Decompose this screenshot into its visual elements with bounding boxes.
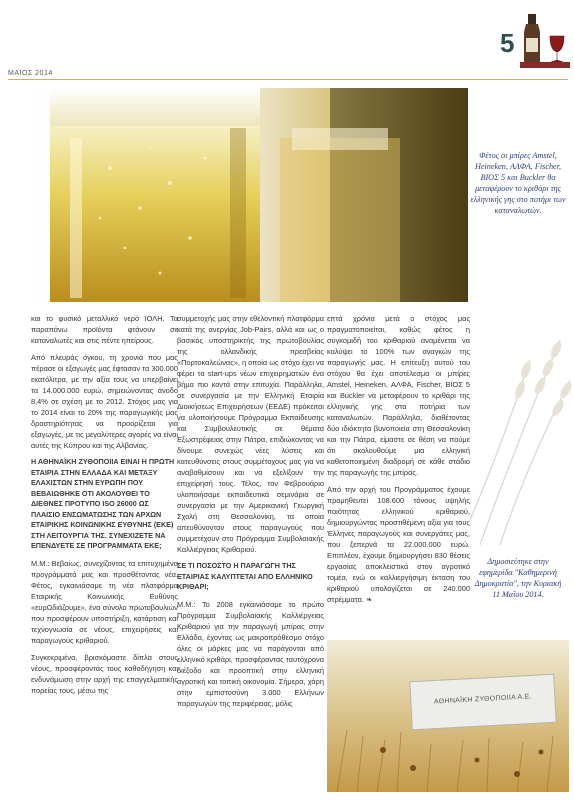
paragraph: Από πλευράς όγκου, τη χρονιά που μας πέρασε οι εξαγωγές μας έφτασαν τα 300.000 εκατόλιτρα, με την αξία τους να υπερβαίνει τα 14.000.000 ευρώ, σημειώνοντας άνοδο 8,4% σε σχέση με το 2012. Στόχος μας για το 2014 είναι το 20% της παραγωγικής μας δραστηριότητας να προορίζεται για εξαγωγές, με τις μεγαλύτερες αγορές να είναι αυτές της Κύπρου και της Αλβανίας. [31, 353, 178, 450]
paragraph: επτά χρόνια μετά ο στόχος μας πραγματοποιείται, καθώς φέτος η συγκομιδή του κριθαριού αναμένεται να καλύψει το 100% των αναγκών της παραγωγής μας. Η επίτευξη αυτού του στόχου θα έχει αποτέλεσμα οι μπίρες Amstel, Heineken, ΑΛΦΑ, Fischer, ΒΙΟΣ 5 και Buckler να μεταφέρουν το κριθάρι της ελληνικής γης στα ποτήρια των καταναλωτών. Παράλληλα, διαθέτοντας δύο ιδιόκτητα βυνοποιεία στη Θεσσαλονίκη και την Πάτρα, είμαστε σε θέση να πούμε ότι ακολουθούμε μια ελληνική καθετοποιημένη διαδρομή σε κάθε στάδιο της παραγωγής της μπίρας. [327, 314, 470, 477]
issue-date: ΜΑΙΟΣ 2014 [8, 70, 53, 77]
paragraph: Μ.Μ.: Το 2008 εγκαινιάσαμε το πρώτο Πρόγραμμα Συμβολαιακής Καλλιέργειας Κριθαριού για την παραγωγή μπίρας στην Ελλάδα, έχοντας ως μακροπρόθεσμο στόχο όλες οι μάρκες μας να παράγονται από ελληνικό κριθάρι, προσφέροντας ταυτόχρονα διέξοδο και προοπτική στην ελληνική αγροτική και τοπική οικονομία. Σήμερα, χάρη στην εμπιστοσύνη 3.000 Ελλήνων παραγωγών της περιφέρειας, μόλις [177, 599, 324, 708]
barley-field-photo [327, 640, 569, 792]
publication-note: Δημοσιεύτηκε στην εφημερίδα "Καθημερινή Δημοκρατία", την Κυριακή 11 Μαΐου 2014. [474, 557, 562, 599]
article-column-2 [177, 313, 324, 715]
paragraph: συμμετοχής μας στην εθελοντική πλατφόρμα κατά της ανεργίας Job-Pairs, αλλά και ως ο βασικός υποστηρικτής της πρωτοβουλίας της ολλανδικής πρεσβείας «Πορτοκαλεώνας», η οποία ως στόχο έχει να φέρει τα start-ups νέων επιχειρηματιών ένα βήμα πιο κοντά στην επιτυχία. Παράλληλα, σε συνεργασία με την Ελληνική Εταιρία Διοικήσεως Επιχειρήσεων (ΕΕΔΕ) πρόκειται να υλοποιήσουμε Πρόγραμμα Εκπαίδευσης και Συμβουλευτικής σε θέματα Εξωστρέφειας στην Πάτρα, επιδιώκοντας να δίνουμε συνεχώς νέες λύσεις και κατευθύνσεις στους συμμέτοχους μας για να αναβαθμίσουν και να εξελίξουν την επιχείρησή τους. Τέλος, τον Φεβρουάριο υλοποιήσαμε εκπαιδευτικά σεμινάρια σε συνεργασία με την Αμερικανική Γεωργική Σχολή στη Θεσσαλονίκη, τα οποία απευθύνονταν στους παραγωγούς που συμμετέχουν στο Πρόγραμμα Συμβολαιακής Καλλιέργειας Κριθαριού. [177, 314, 324, 554]
beer-glass-photo [30, 88, 468, 302]
photo-caption-top: Φέτος οι μπίρες Amstel, Heineken, ΑΛΦΑ, Fischer, ΒΙΟΣ 5 και Buckler θα μεταφέρουν το κριθάρι της ελληνικής γης στο ποτήρι των καταναλωτών. [470, 151, 566, 215]
header-divider [8, 79, 568, 80]
interview-question-heading: ΣΕ ΤΙ ΠΟΣΟΣΤΟ Η ΠΑΡΑΓΩΓΗ ΤΗΣ ΕΤΑΙΡΙΑΣ ΚΑΛΥΠΤΕΤΑΙ ΑΠΟ ΕΛΛΗΝΙΚΟ ΚΡΙΘΑΡΙ; [177, 561, 313, 591]
article-column-3 [327, 313, 470, 611]
wine-bottle-glass-icon [520, 6, 570, 68]
paragraph: Από την αρχή του Προγράμματος έχουμε προμηθευτεί 108.600 τόνους υψηλής ποιότητας ελληνικού κριθαριού, δημιουργώντας προστιθέμενη αξία για τους Έλληνες παραγωγούς και συνεργάτες μας, που ξεπερνά τα 22.000.000 ευρώ. Επιπλέον, έχουμε δημιουργήσει 830 θέσεις εργασίας αποκλειστικά στον αγροτικό τομέα, ενώ οι καλλιεργήσιμη έκταση του κριθαριού υπολογίζεται σε 240.000 στρέμματα. ❧ [327, 485, 470, 604]
wheat-decoration-icon [470, 320, 574, 550]
page-number: 5 [500, 28, 515, 58]
paragraph: Μ.Μ.: Βεβαίως, συνεχίζοντας τα επιτυχημένα προγράμματά μας και προσθέτοντας νέα. Φέτος, εγκαινιάσαμε τη νέα πλατφόρμα Εταιρικής Κοινωνικής Ευθύνης «ευρΩδιάζουμε», ένα σύνολο πρωτοβουλιών που προσφέρουν υποστήριξη, κατάρτιση και τεχνογνωσία σε νέους, επιχειρήσεις και παραγωγούς κριθαριού. [31, 558, 178, 645]
paragraph: Συγκεκριμένα, βρισκόμαστε δίπλα στους νέους, προσφέροντάς τους καθοδήγηση και ενδυνάμωση στην αρχή της επαγγελματικής πορείας τους, μέσω της [31, 652, 178, 695]
interview-question-heading: Η ΑΘΗΝΑΪΚΗ ΖΥΘΟΠΟΙΙΑ ΕΙΝΑΙ Η ΠΡΩΤΗ ΕΤΑΙΡΙΑ ΣΤΗΝ ΕΛΛΑΔΑ ΚΑΙ ΜΕΤΑΞΥ ΕΛΑΧΙΣΤΩΝ ΣΤΗΝ ΕΥΡΩΠΗ ΠΟΥ ΒΕΒΑΙΩΘΗΚΕ ΟΤΙ ΑΚΟΛΟΥΘΕΙ ΤΟ ΔΙΕΘΝΕΣ ΠΡΟΤΥΠΟ ISO 26000 ΩΣ ΠΛΑΙΣΙΟ ΕΝΣΩΜΑΤΩΣΗΣ ΤΩΝ ΑΡΧΩΝ ΕΤΑΙΡΙΚΗΣ ΚΟΙΝΩΝΙΚΗΣ ΕΥΘΥΝΗΣ (ΕΚΕ) ΣΤΗ ΛΕΙΤΟΥΡΓΙΑ ΤΗΣ. ΣΥΝΕΧΙΖΕΤΕ ΝΑ ΕΠΕΝΔΥΕΤΕ ΣΕ ΠΡΟΓΡΑΜΜΑΤΑ ΕΚΕ; [31, 457, 175, 550]
field-sign-text: ΑΘΗΝΑΪΚΗ ΖΥΘΟΠΟΙΙΑ Α.Ε. [433, 693, 533, 706]
paragraph: και το φυσικό μεταλλικό νερό ΙΟΛΗ. Τα παραπάνω προϊόντα φτάνουν σε καταναλωτές και στις πέντε ηπείρους. [31, 314, 178, 345]
article-column-1 [31, 313, 178, 702]
barley-field-image [327, 640, 569, 792]
